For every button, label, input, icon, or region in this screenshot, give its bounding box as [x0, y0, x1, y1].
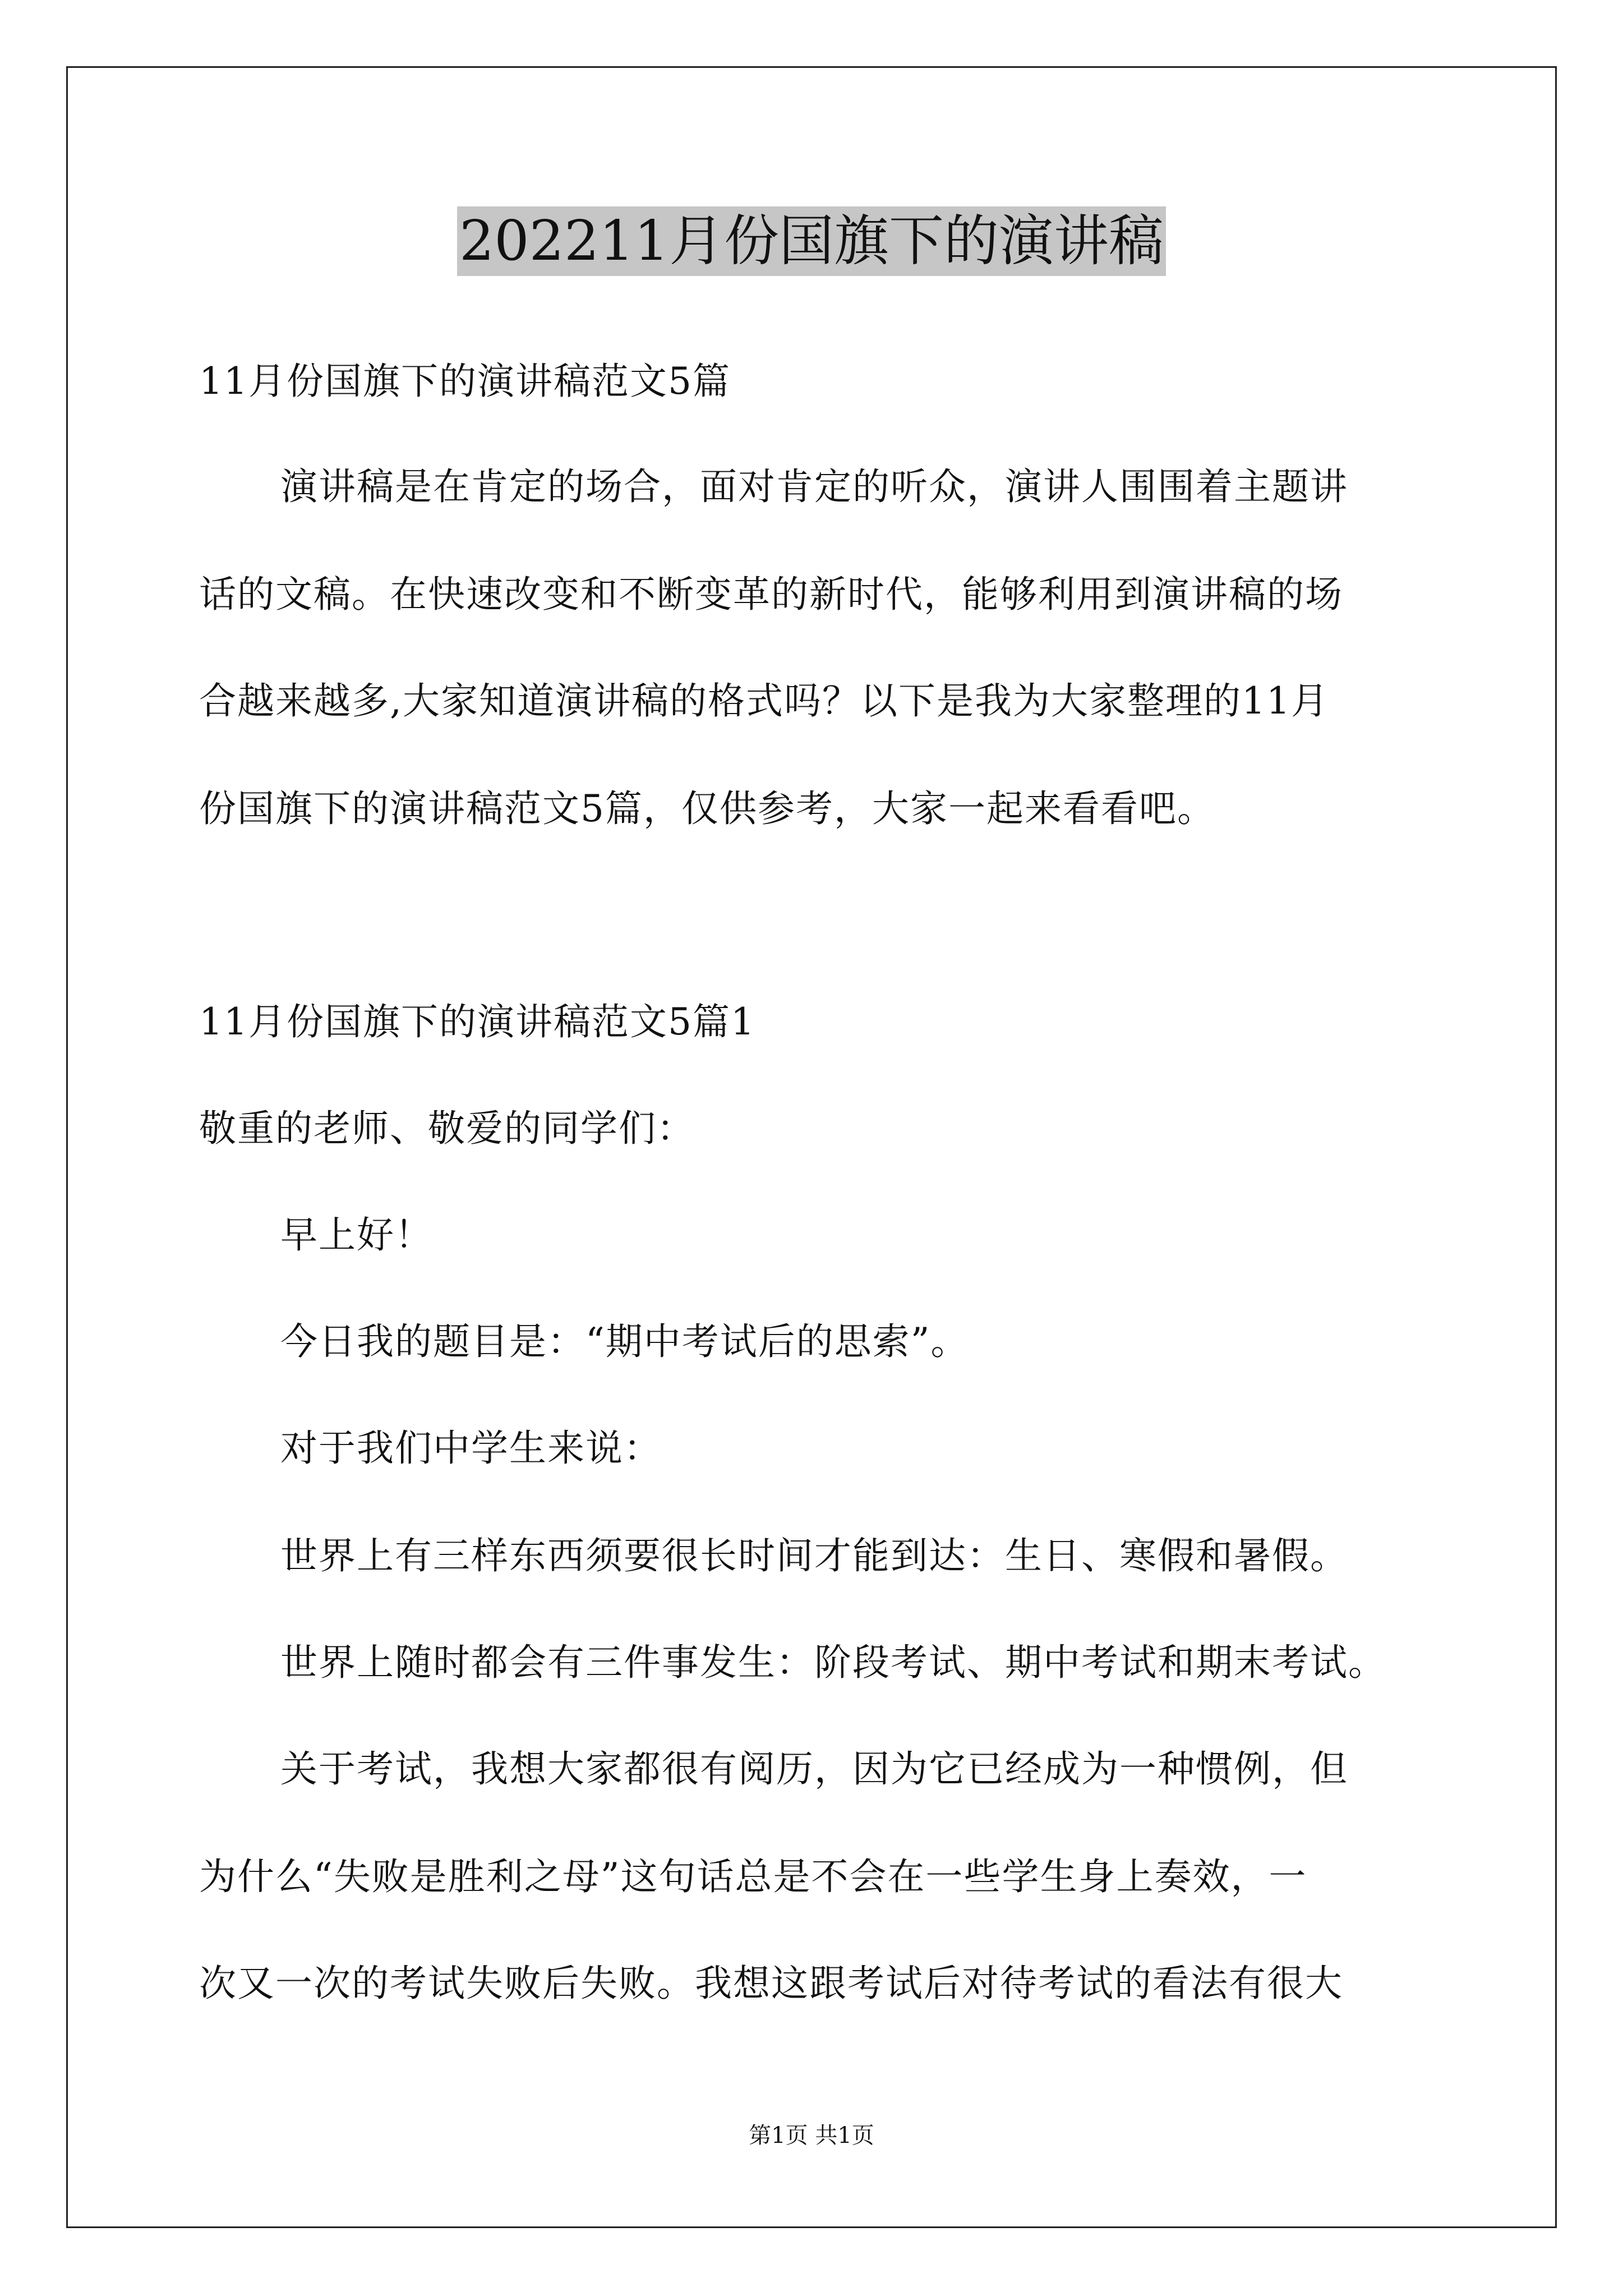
salutation-line: 敬重的老师、敬爱的同学们： — [199, 1107, 695, 1150]
paragraph-line: 话的文稿。在快速改变和不断变革的新时代，能够利用到演讲稿的场 — [199, 573, 1343, 616]
section-heading: 11月份国旗下的演讲稿范文5篇1 — [199, 1000, 755, 1043]
paragraph-line: 为什么“失败是胜利之母”这句话总是不会在一些学生身上奏效，一 — [199, 1855, 1307, 1898]
paragraph-line: 次又一次的考试失败后失败。我想这跟考试后对待考试的看法有很大 — [199, 1962, 1343, 2005]
document-title: 202211月份国旗下的演讲稿 — [457, 206, 1166, 276]
page-footer: 第1页 共1页 — [749, 2123, 874, 2148]
paragraph-line: 合越来越多,大家知道演讲稿的格式吗？以下是我为大家整理的11月 — [199, 679, 1329, 723]
paragraph-line: 演讲稿是在肯定的场合，面对肯定的听众，演讲人围围着主题讲 — [280, 465, 1348, 508]
paragraph-line: 世界上有三样东西须要很长时间才能到达：生日、寒假和暑假。 — [280, 1534, 1348, 1577]
subtitle-line: 11月份国旗下的演讲稿范文5篇 — [199, 360, 731, 403]
paragraph-line: 对于我们中学生来说： — [280, 1427, 662, 1470]
paragraph-line: 份国旗下的演讲稿范文5篇，仅供参考，大家一起来看看吧。 — [199, 787, 1215, 830]
paragraph-line: 早上好！ — [280, 1213, 433, 1257]
paragraph-line: 今日我的题目是：“期中考试后的思索”。 — [280, 1320, 969, 1363]
title-container — [0, 206, 1623, 276]
paragraph-line: 世界上随时都会有三件事发生：阶段考试、期中考试和期末考试。 — [280, 1641, 1386, 1684]
paragraph-line: 关于考试，我想大家都很有阅历，因为它已经成为一种惯例，但 — [280, 1747, 1348, 1791]
